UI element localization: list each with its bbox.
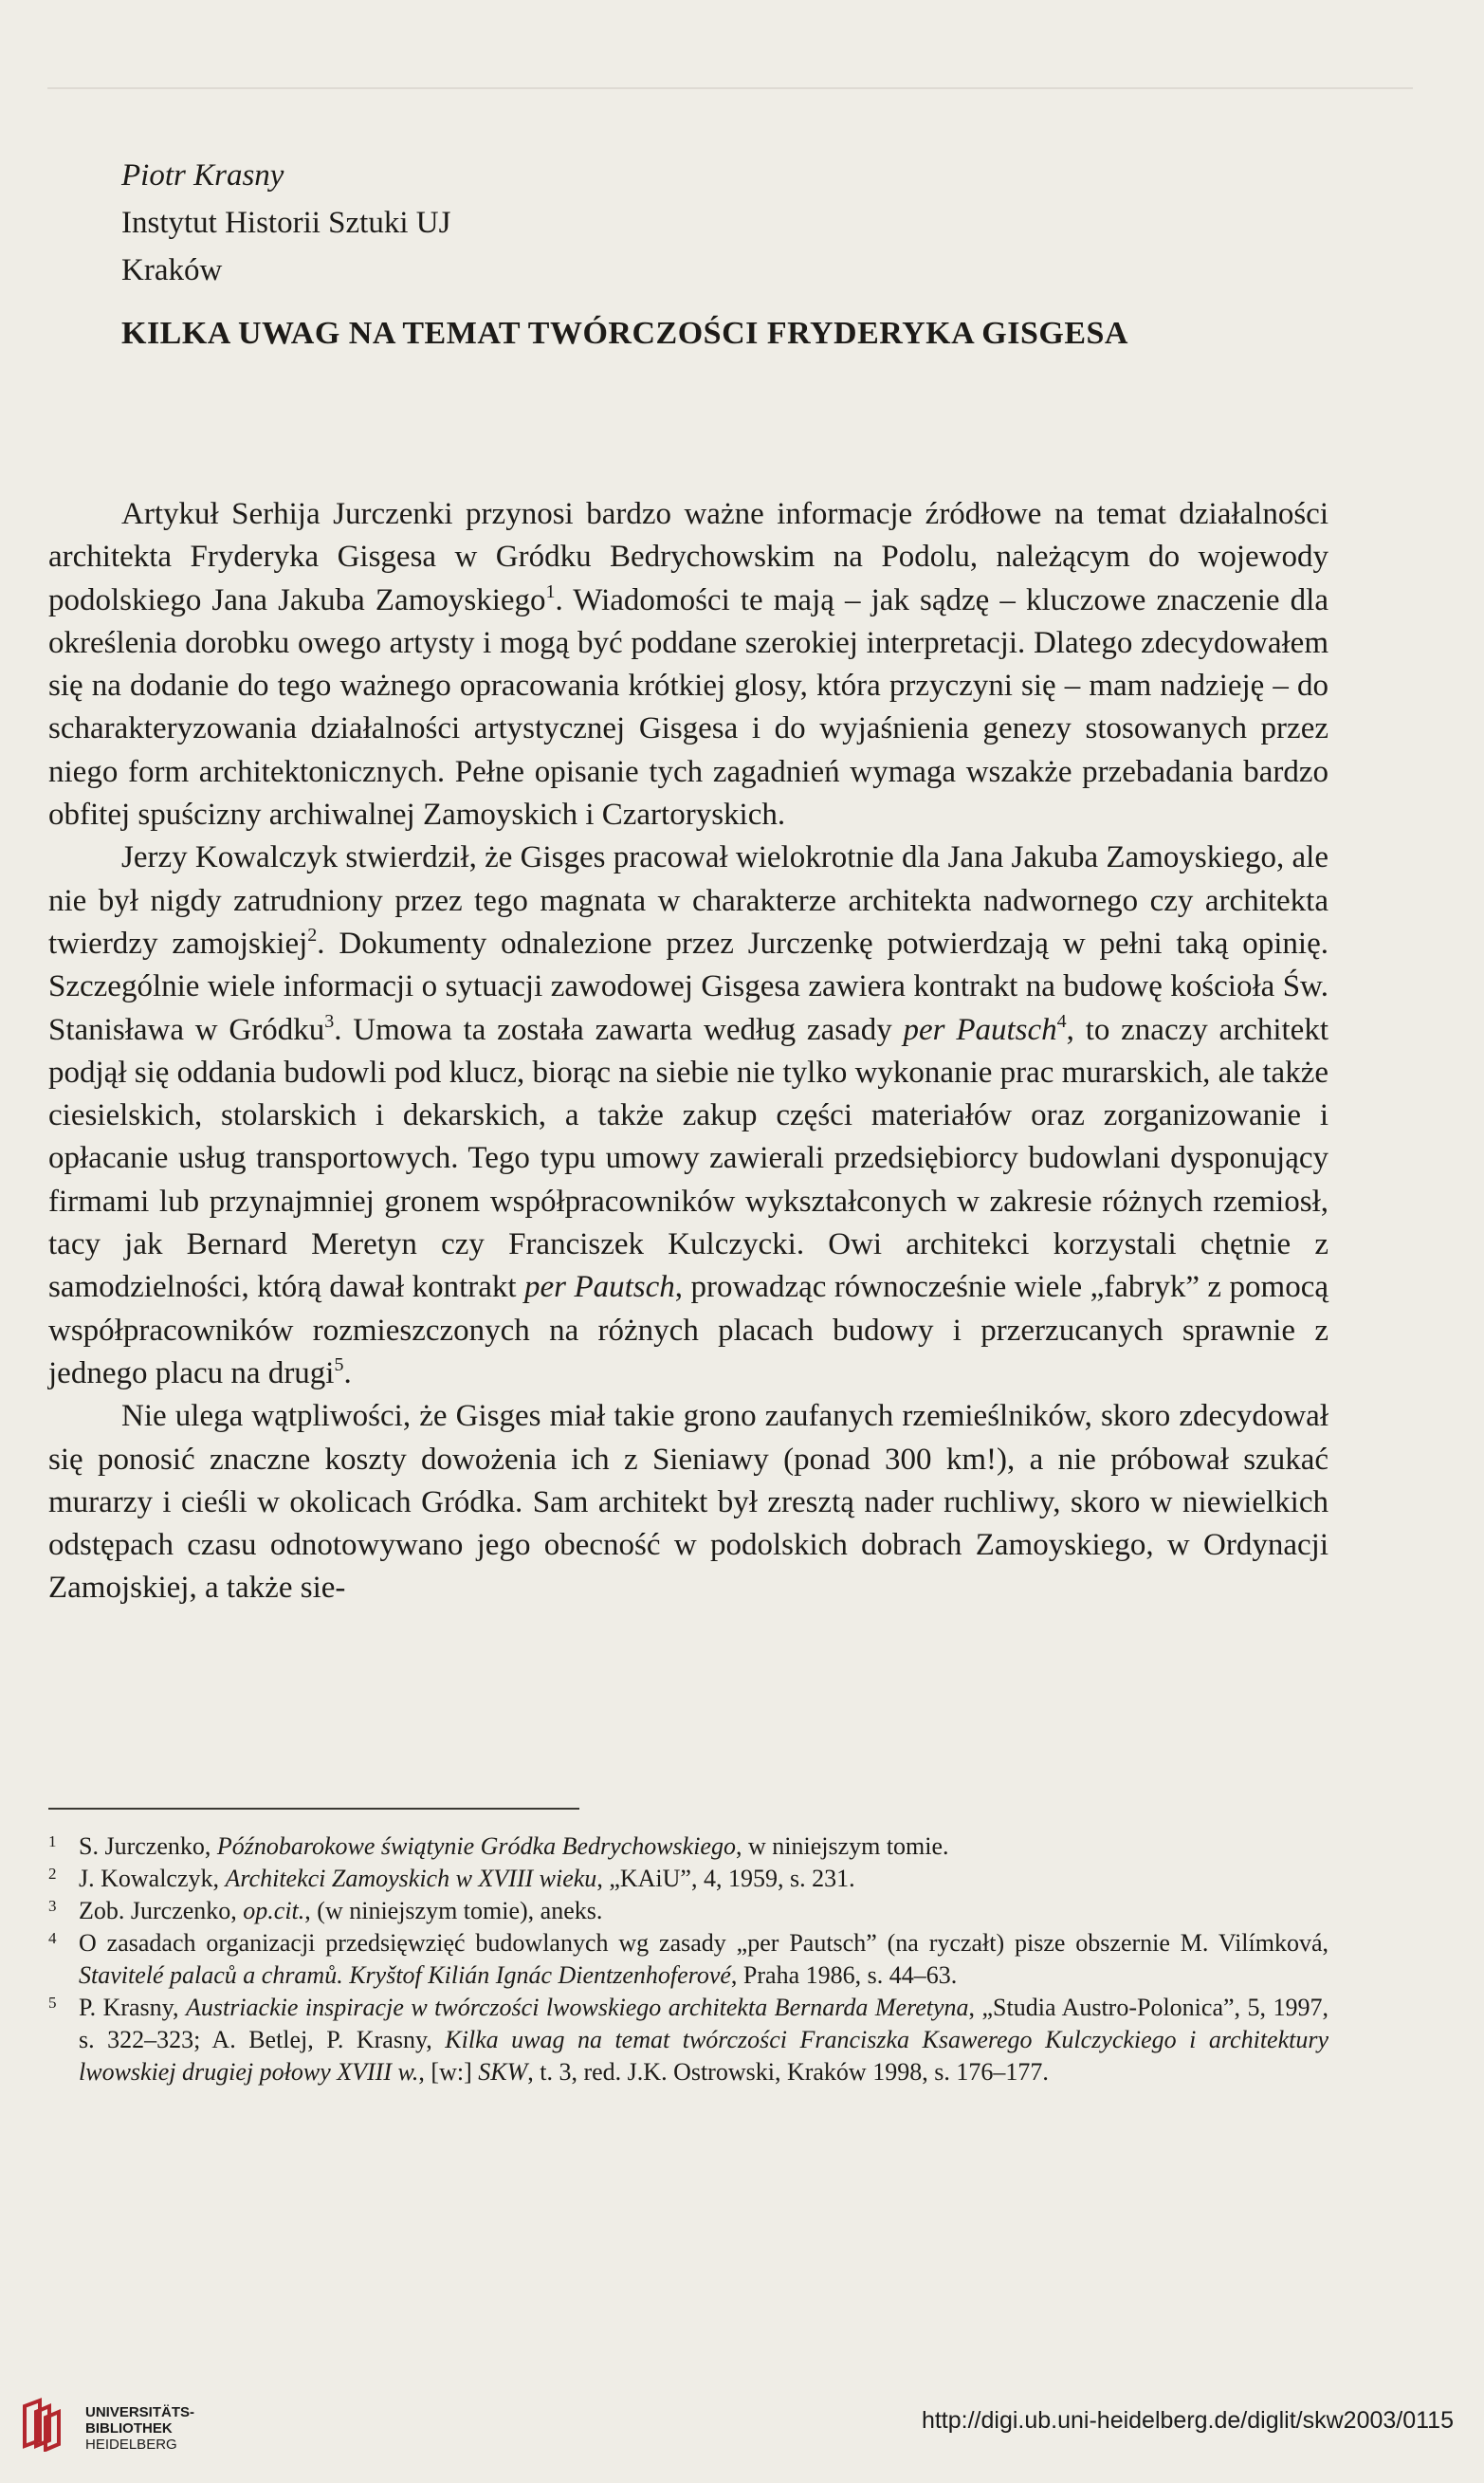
bleed-through-rule xyxy=(47,87,1413,89)
footnote-number: 1 xyxy=(48,1832,57,1850)
text-run: Jerzy Kowalczyk stwierdził, że Gisges pracował wielokrotnie dla Jana Jakuba Zamoyskiego, ale nie był nigdy zatrudniony przez tego magnata w charakterze architekta nadwornego czy architekta twierdzy zamojskiej xyxy=(48,840,1328,961)
paragraph-2 xyxy=(48,837,1328,1395)
author-city: Kraków xyxy=(121,253,223,287)
author-name: Piotr Krasny xyxy=(121,158,284,193)
text-run: , prowadząc równocześnie wiele „fabryk” z pomocą współpracowników rozmieszczonych na różnych placach budowy i przerzucanych sprawnie z jednego placu na drugi xyxy=(48,1270,1328,1390)
italic-title: Architekci Zamoyskich w XVIII wieku xyxy=(225,1865,597,1892)
text-run: J. Kowalczyk, xyxy=(79,1865,226,1892)
italic-title: Stavitelé palaců a chramů. Kryštof Kilián Ignác Dientzenhoferové xyxy=(79,1961,731,1989)
footnote-ref-3: 3 xyxy=(324,1010,335,1032)
text-run: , „Studia Austro-Polonica”, 5, 1997, s. 322–323; A. Betlej, P. Krasny, xyxy=(79,1994,1329,2053)
text-run: , w niniejszym tomie. xyxy=(735,1832,949,1860)
library-name xyxy=(85,2404,194,2453)
text-run: , [w:] xyxy=(418,2058,479,2086)
text-run: , to znaczy architekt podjął się oddania budowli pod klucz, biorąc na siebie nie tylko wykonanie prac murarskich, ale także ciesielskich, stolarskich i dekarskich, a także zakup części materiałów oraz zorganizowanie i opłacanie usług transportowych. Tego typu umowy zawierali przedsiębiorcy budowlani dysponujący firmami lub przynajmniej gronem współpracowników wykształconych w zakresie różnych rzemiosł, tacy jak Bernard Meretyn czy Franciszek Kulczycki. Owi architekci korzystali chętnie z samodzielności, którą dawał kontrakt xyxy=(48,1012,1328,1305)
footnote-ref-5: 5 xyxy=(334,1353,344,1375)
footnote-ref-2: 2 xyxy=(307,924,318,946)
text-run: , (w niniejszym tomie), aneks. xyxy=(304,1897,603,1924)
article-body xyxy=(48,493,1328,1610)
library-line: HEIDELBERG xyxy=(85,2437,177,2453)
footnote-text xyxy=(79,1895,1328,1927)
italic-title: SKW xyxy=(478,2058,528,2086)
footnotes xyxy=(48,1830,1328,2088)
text-run: Zob. Jurczenko, xyxy=(79,1897,244,1924)
footnote-4 xyxy=(48,1927,1328,1992)
footnote-text xyxy=(79,1927,1328,1992)
paragraph-1 xyxy=(48,493,1328,837)
text-run: . Dokumenty odnalezione przez Jurczenkę potwierdzają w pełni taką opinię. Szczególnie wiele informacji o sytuacji zawodowej Gisgesa zawiera kontrakt na budowę kościoła Św. Stanisława w Gródku xyxy=(48,926,1328,1047)
footnote-text xyxy=(79,1863,1328,1895)
footnote-1 xyxy=(48,1830,1328,1863)
footnote-number: 3 xyxy=(48,1897,57,1915)
article-title: KILKA UWAG NA TEMAT TWÓRCZOŚCI FRYDERYKA GISGESA xyxy=(121,316,1128,351)
italic-title: Austriackie inspiracje w twórczości lwowskiego architekta Bernarda Meretyna xyxy=(185,1994,969,2021)
footnote-separator xyxy=(48,1808,579,1810)
author-institute: Instytut Historii Sztuki UJ xyxy=(121,206,451,240)
footnote-5 xyxy=(48,1992,1328,2088)
footnote-3 xyxy=(48,1895,1328,1927)
footnote-ref-4: 4 xyxy=(1056,1010,1067,1032)
paragraph-3: Nie ulega wątpliwości, że Gisges miał takie grono zaufanych rzemieślników, skoro zdecydował się ponosić znaczne koszty dowożenia ich z Sieniawy (ponad 300 km!), a nie próbował szukać murarzy i cieśli w okolicach Gródka. Sam architekt był zresztą nader ruchliwy, skoro w niewielkich odstępach czasu odnotowywano jego obecność w podolskich dobrach Zamoyskiego, w Ordynacji Zamojskiej, a także sie- xyxy=(48,1399,1328,1606)
italic-title: op.cit. xyxy=(243,1897,305,1924)
italic-title: Kilka uwag na temat twórczości Franciszka Ksawerego Kulczyckiego i architektury lwowskiej drugiej połowy XVIII w. xyxy=(79,2026,1329,2086)
footnote-number: 4 xyxy=(48,1929,57,1947)
text-run: . xyxy=(343,1355,352,1390)
footnote-number: 2 xyxy=(48,1865,57,1883)
italic-title: Późnobarokowe świątynie Gródka Bedrychowskiego xyxy=(216,1832,736,1860)
text-run: , Praha 1986, s. 44–63. xyxy=(730,1961,958,1989)
text-run: O zasadach organizacji przedsięwzięć budowlanych wg zasady „per Pautsch” (na ryczałt) pisze obszernie M. Vilímková, xyxy=(79,1929,1328,1957)
footnote-ref-1: 1 xyxy=(545,580,556,602)
italic-term: per Pautsch xyxy=(524,1270,675,1305)
footnote-text xyxy=(79,1992,1328,2088)
library-line: UNIVERSITÄTS- xyxy=(85,2404,195,2420)
italic-term: per Pautsch xyxy=(903,1012,1057,1047)
text-run: . Umowa ta została zawarta według zasady xyxy=(334,1012,904,1047)
text-run: , „KAiU”, 4, 1959, s. 231. xyxy=(596,1865,855,1892)
text-run: . Wiadomości te mają – jak sądzę – kluczowe znaczenie dla określenia dorobku owego artysty i mogą być poddane szerokiej interpretacji. Dlatego zdecydowałem się na dodanie do tego ważnego opracowania krótkiej glosy, która przyczyni się – mam nadzieję – do scharakteryzowania działalności artystycznej Gisgesa i do wyjaśnienia genezy stosowanych przez niego form architektonicznych. Pełne opisanie tych zagadnień wymaga wszakże przebadania bardzo obfitej spuścizny archiwalnej Zamoyskich i Czartoryskich. xyxy=(48,582,1328,833)
footnote-number: 5 xyxy=(48,1994,57,2012)
text-run: S. Jurczenko, xyxy=(79,1832,217,1860)
text-run: P. Krasny, xyxy=(79,1994,186,2021)
library-line: BIBLIOTHEK xyxy=(85,2420,173,2437)
text-run: Artykuł Serhija Jurczenki przynosi bardzo ważne informacje źródłowe na temat działalności architekta Fryderyka Gisgesa w Gródku Bedrychowskim na Podolu, należącym do wojewody podolskiego Jana Jakuba Zamoyskiego xyxy=(48,497,1328,617)
footnote-text xyxy=(79,1830,1328,1863)
footnote-2 xyxy=(48,1863,1328,1895)
heidelberg-library-logo-icon xyxy=(17,2397,72,2452)
source-url[interactable]: http://digi.ub.uni-heidelberg.de/diglit/skw2003/0115 xyxy=(921,2407,1454,2434)
article-header xyxy=(121,152,450,294)
text-run: , t. 3, red. J.K. Ostrowski, Kraków 1998, s. 176–177. xyxy=(527,2058,1049,2086)
